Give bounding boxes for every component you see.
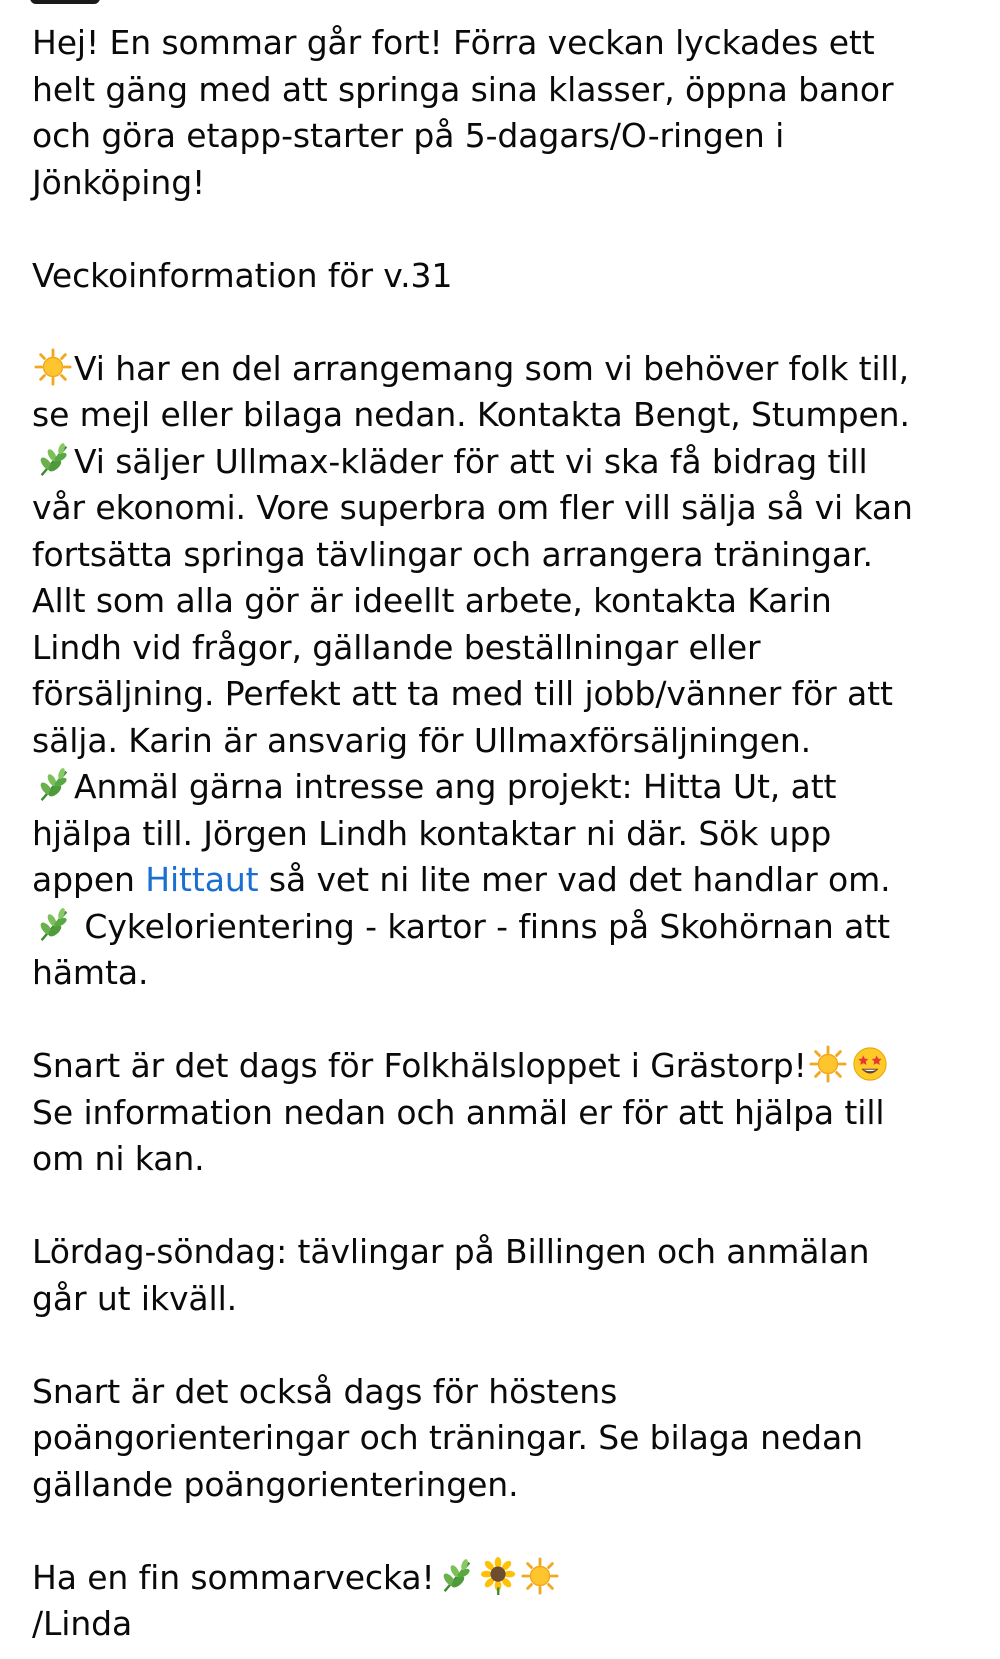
text-line-with-link (32, 857, 982, 904)
spacer (32, 1508, 982, 1555)
text-line: helt gäng med att springa sina klasser, öppna banor (32, 69, 894, 109)
bullet-cykelorientering (32, 904, 982, 951)
bullet-hitta-ut (32, 764, 982, 811)
star-struck-icon (851, 1045, 889, 1083)
herb-icon (34, 441, 72, 479)
text-fragment: så vet ni lite mer vad det handlar om. (258, 860, 891, 899)
spacer (32, 206, 982, 253)
text-fragment: appen (32, 860, 146, 899)
text-line: fortsätta springa tävlingar och arrangera träningar. (32, 534, 873, 574)
closing-line (32, 1555, 982, 1602)
bullet-ullmax (32, 439, 982, 486)
text-line: Anmäl gärna intresse ang projekt: Hitta Ut, att (74, 767, 837, 806)
herb-icon (34, 766, 72, 804)
text-line: hjälpa till. Jörgen Lindh kontaktar ni där. Sök upp (32, 813, 832, 853)
herb-icon (34, 906, 72, 944)
text-line: Snart är det också dags för höstens (32, 1371, 618, 1411)
folkhalsloppet-line (32, 1043, 982, 1090)
message-body (32, 20, 982, 1648)
text-line: vår ekonomi. Vore superbra om fler vill sälja så vi kan (32, 488, 913, 527)
text-line: Vi har en del arrangemang som vi behöver folk till, (74, 348, 910, 388)
text-line: om ni kan. (32, 1139, 205, 1178)
text-line: Ha en fin sommarvecka! (32, 1557, 435, 1597)
spacer (32, 1183, 982, 1230)
hittaut-link[interactable]: Hittaut (145, 860, 259, 899)
text-line: Jönköping! (32, 162, 206, 202)
spacer (32, 299, 982, 346)
text-line: poängorienteringar och träningar. Se bilaga nedan (32, 1418, 863, 1457)
spacer (32, 1322, 982, 1369)
text-line: Snart är det dags för Folkhälsloppet i Grästorp! (32, 1046, 807, 1085)
sunflower-icon (479, 1557, 517, 1595)
text-line: Cykelorientering - kartor - finns på Skohörnan att (74, 906, 890, 946)
sun-icon (809, 1045, 847, 1083)
top-edge-remnant (30, 0, 100, 4)
text-line: och göra etapp-starter på 5-dagars/O-ringen i (32, 116, 785, 155)
sun-icon (34, 348, 72, 386)
text-line: Vi säljer Ullmax-kläder för att vi ska få bidrag till (74, 441, 868, 481)
sun-icon (521, 1557, 559, 1595)
week-info-heading: Veckoinformation för v.31 (32, 255, 453, 295)
text-line: hämta. (32, 953, 149, 992)
signature: /Linda (32, 1604, 133, 1643)
text-line: försäljning. Perfekt att ta med till jobb/vänner för att (32, 674, 893, 713)
text-line: se mejl eller bilaga nedan. Kontakta Bengt, Stumpen. (32, 395, 910, 434)
herb-icon (437, 1557, 475, 1595)
spacer (32, 997, 982, 1044)
text-line: Lördag-söndag: tävlingar på Billingen och anmälan (32, 1232, 870, 1271)
text-line: Lindh vid frågor, gällande beställningar eller (32, 627, 761, 667)
text-line: gällande poängorienteringen. (32, 1464, 519, 1504)
text-line: Hej! En sommar går fort! Förra veckan lyckades ett (32, 23, 875, 62)
text-line: går ut ikväll. (32, 1278, 238, 1318)
text-line: sälja. Karin är ansvarig för Ullmaxförsäljningen. (32, 720, 812, 760)
text-line: Se information nedan och anmäl er för att hjälpa till (32, 1092, 885, 1132)
bullet-arrangemang (32, 346, 982, 393)
text-line: Allt som alla gör är ideellt arbete, kontakta Karin (32, 581, 832, 620)
